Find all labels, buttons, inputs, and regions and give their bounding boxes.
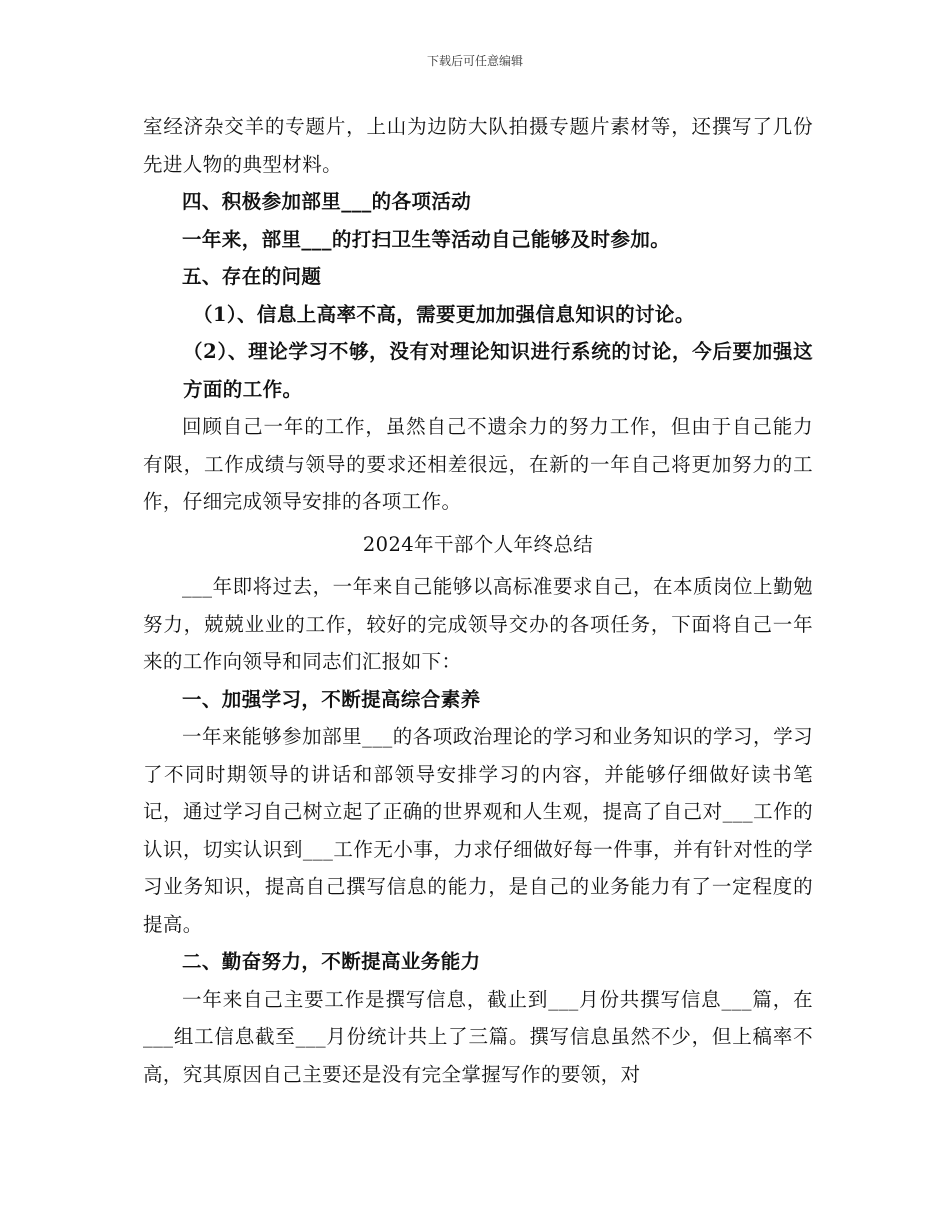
section-heading-1: 一、加强学习，不断提高综合素养 — [182, 687, 481, 711]
paragraph-review: 回顾自己一年的工作，虽然自己不遗余力的努力工作，但由于自己能力有限，工作成绩与领导的要求还相差很远，在新的一年自己将更加努力的工作，仔细完成领导安排的各项工作。 — [143, 415, 813, 513]
section-heading-2: 二、勤奋努力，不断提高业务能力 — [182, 950, 481, 973]
document-title: 2024年干部个人年终总结 — [362, 532, 594, 556]
paragraph-continuation: 室经济杂交羊的专题片，上山为边防大队拍摄专题片素材等，还撰写了几份先进人物的典型材料。 — [143, 115, 813, 176]
problem-item-2: （2）、理论学习不够，没有对理论知识进行系统的讨论，今后要加强这方面的工作。 — [183, 340, 813, 401]
problem-item-1: （1）、信息上高率不高，需要更加加强信息知识的讨论。 — [193, 302, 695, 326]
section-heading-5: 五、存在的问题 — [182, 265, 322, 288]
paragraph-intro: ___年即将过去，一年来自己能够以高标准要求自己，在本质岗位上勤勉努力，兢兢业业的工作，较好的完成领导交办的各项任务，下面将自己一年来的工作向领导和同志们汇报如下： — [143, 575, 813, 673]
page-header-note: 下载后可任意编辑 — [426, 54, 523, 68]
document-body — [143, 108, 813, 1093]
paragraph-study: 一年来能够参加部里___的各项政治理论的学习和业务知识的学习，学习了不同时期领导的讲话和部领导安排学习的内容，并能够仔细做好读书笔记，通过学习自己树立起了正确的世界观和人生观，提高了自己对___工作的认识，切实认识到___工作无小事，力求仔细做好每一件事，并有针对性的学习业务知识，提高自己撰写信息的能力，是自己的业务能力有了一定程度的提高。 — [143, 725, 813, 936]
paragraph-activities: 一年来，部里___的打扫卫生等活动自己能够及时参加。 — [182, 227, 671, 251]
paragraph-work: 一年来自己主要工作是撰写信息，截止到___月份共撰写信息___篇，在___组工信息截至___月份统计共上了三篇。撰写信息虽然不少，但上稿率不高，究其原因自己主要还是没有完全掌握写作的要领，对 — [143, 987, 813, 1086]
section-heading-4: 四、积极参加部里___的各项活动 — [182, 190, 472, 213]
